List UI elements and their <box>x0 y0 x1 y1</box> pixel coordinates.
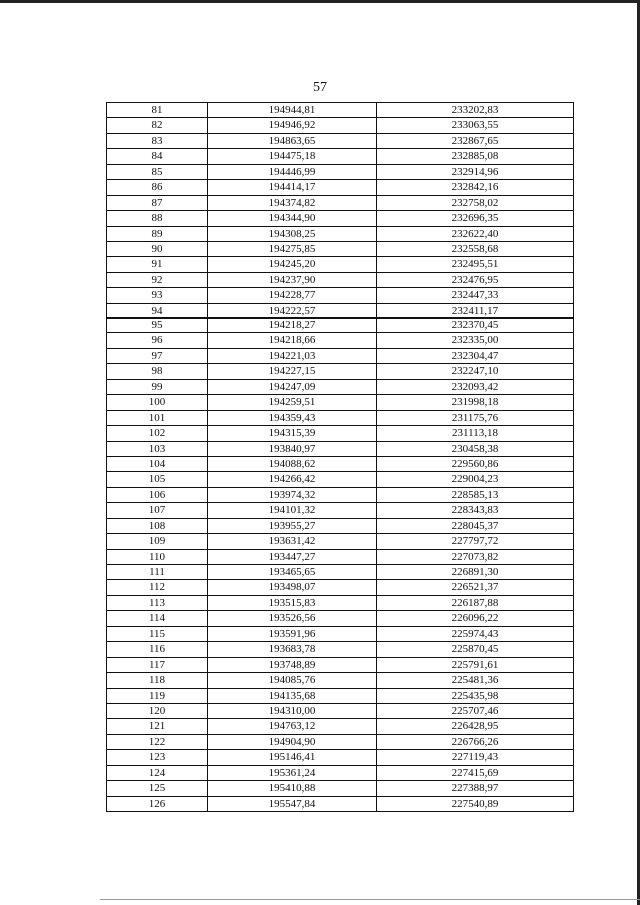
x-coordinate-cell: 194310,00 <box>208 704 377 718</box>
point-number-cell: 93 <box>107 288 208 302</box>
x-coordinate-cell: 193974,32 <box>208 488 377 502</box>
y-coordinate-cell: 231113,18 <box>452 427 498 440</box>
x-coordinate-cell: 195146,41 <box>208 750 377 764</box>
x-coordinate-cell: 194414,17 <box>208 180 377 194</box>
x-coordinate-cell: 194218,66 <box>208 333 377 347</box>
point-number-cell: 88 <box>107 211 208 225</box>
point-number-cell: 101 <box>107 411 208 425</box>
y-coordinate-cell: 232335,00 <box>451 334 499 347</box>
table-row <box>107 766 573 781</box>
table-row <box>107 658 573 673</box>
table-row <box>107 364 573 379</box>
x-coordinate-cell: 195361,24 <box>208 766 377 780</box>
y-coordinate-cell: 227797,72 <box>451 535 499 548</box>
y-coordinate-cell: 225481,36 <box>451 674 499 687</box>
y-coordinate-cell: 232867,65 <box>451 134 499 147</box>
point-number-cell: 126 <box>107 797 208 811</box>
scan-border-top <box>0 0 640 3</box>
table-row <box>107 426 573 441</box>
x-coordinate-cell: 194315,39 <box>208 426 377 440</box>
point-number-cell: 83 <box>107 134 208 148</box>
table-row <box>107 642 573 657</box>
point-number-cell: 115 <box>107 627 208 641</box>
page-number: 57 <box>313 80 327 95</box>
x-coordinate-cell: 194944,81 <box>208 103 377 117</box>
table-row <box>107 797 573 811</box>
table-row <box>107 596 573 611</box>
point-number-cell: 124 <box>107 766 208 780</box>
y-coordinate-cell: 228343,83 <box>451 504 499 517</box>
y-coordinate-cell: 232247,10 <box>451 365 499 378</box>
point-number-cell: 82 <box>107 118 208 132</box>
point-number-cell: 121 <box>107 719 208 733</box>
point-number-cell: 87 <box>107 196 208 210</box>
x-coordinate-cell: 194228,77 <box>208 288 377 302</box>
point-number-cell: 120 <box>107 704 208 718</box>
y-coordinate-cell: 226187,88 <box>451 596 499 609</box>
table-row <box>107 719 573 734</box>
x-coordinate-cell: 194135,68 <box>208 689 377 703</box>
y-coordinate-cell: 232885,08 <box>451 150 499 163</box>
table-row <box>107 565 573 580</box>
x-coordinate-cell: 194275,85 <box>208 242 377 256</box>
y-coordinate-cell: 231175,76 <box>451 411 499 424</box>
table-row <box>107 534 573 549</box>
table-row <box>107 550 573 565</box>
y-coordinate-cell: 232370,45 <box>451 319 499 331</box>
y-coordinate-cell: 231998,18 <box>451 396 499 409</box>
y-coordinate-cell: 229004,23 <box>451 473 499 486</box>
point-number-cell: 100 <box>107 395 208 409</box>
x-coordinate-cell: 194308,25 <box>208 227 377 241</box>
point-number-cell: 113 <box>107 596 208 610</box>
point-number-cell: 109 <box>107 534 208 548</box>
table-row <box>107 472 573 487</box>
point-number-cell: 111 <box>107 565 208 579</box>
table-row <box>107 580 573 595</box>
x-coordinate-cell: 193447,27 <box>208 550 377 564</box>
point-number-cell: 108 <box>107 519 208 533</box>
table-row <box>107 118 573 133</box>
point-number-cell: 81 <box>107 103 208 117</box>
point-number-cell: 118 <box>107 673 208 687</box>
point-number-cell: 103 <box>107 442 208 456</box>
x-coordinate-cell: 193591,96 <box>208 627 377 641</box>
y-coordinate-cell: 225707,46 <box>451 704 499 717</box>
point-number-cell: 85 <box>107 165 208 179</box>
table-row <box>107 395 573 410</box>
table-row <box>107 149 573 164</box>
table-row <box>107 519 573 534</box>
point-number-cell: 110 <box>107 550 208 564</box>
table-row <box>107 196 573 211</box>
y-coordinate-cell: 228585,13 <box>451 488 499 501</box>
table-row <box>107 257 573 272</box>
x-coordinate-cell: 195547,84 <box>208 797 377 811</box>
y-coordinate-cell: 232696,35 <box>451 212 499 225</box>
point-number-cell: 119 <box>107 689 208 703</box>
x-coordinate-cell: 193526,56 <box>208 611 377 625</box>
y-coordinate-cell: 232914,96 <box>451 165 499 178</box>
point-number-cell: 89 <box>107 227 208 241</box>
x-coordinate-cell: 194101,32 <box>208 503 377 517</box>
table-row <box>107 318 573 333</box>
x-coordinate-cell: 194475,18 <box>208 149 377 163</box>
y-coordinate-cell: 233063,55 <box>451 119 499 132</box>
y-coordinate-cell: 226096,22 <box>451 612 499 625</box>
y-coordinate-cell: 228045,37 <box>451 519 499 532</box>
y-coordinate-cell: 232622,40 <box>451 227 499 240</box>
x-coordinate-cell: 194863,65 <box>208 134 377 148</box>
point-number-cell: 125 <box>107 781 208 795</box>
y-coordinate-cell: 232758,02 <box>451 196 499 209</box>
coordinates-table-part-2 <box>106 317 574 812</box>
point-number-cell: 86 <box>107 180 208 194</box>
x-coordinate-cell: 194359,43 <box>208 411 377 425</box>
point-number-cell: 91 <box>107 257 208 271</box>
point-number-cell: 105 <box>107 472 208 486</box>
y-coordinate-cell: 226521,37 <box>451 581 499 594</box>
table-row <box>107 503 573 518</box>
point-number-cell: 104 <box>107 457 208 471</box>
x-coordinate-cell: 194946,92 <box>208 118 377 132</box>
table-row <box>107 180 573 195</box>
table-row <box>107 211 573 226</box>
point-number-cell: 117 <box>107 658 208 672</box>
x-coordinate-cell: 194227,15 <box>208 364 377 378</box>
x-coordinate-cell: 194763,12 <box>208 719 377 733</box>
x-coordinate-cell: 193465,65 <box>208 565 377 579</box>
x-coordinate-cell: 193498,07 <box>208 580 377 594</box>
x-coordinate-cell: 194374,82 <box>208 196 377 210</box>
point-number-cell: 95 <box>107 318 208 332</box>
point-number-cell: 90 <box>107 242 208 256</box>
point-number-cell: 84 <box>107 149 208 163</box>
y-coordinate-cell: 225870,45 <box>451 643 499 656</box>
y-coordinate-cell: 227415,69 <box>451 766 499 779</box>
table-row <box>107 704 573 719</box>
y-coordinate-cell: 232093,42 <box>451 380 499 393</box>
x-coordinate-cell: 194088,62 <box>208 457 377 471</box>
table-row <box>107 103 573 118</box>
table-row <box>107 781 573 796</box>
y-coordinate-cell: 227073,82 <box>451 550 499 563</box>
x-coordinate-cell: 194247,09 <box>208 380 377 394</box>
table-row <box>107 689 573 704</box>
x-coordinate-cell: 194222,57 <box>208 304 377 318</box>
y-coordinate-cell: 225974,43 <box>451 627 499 640</box>
y-coordinate-cell: 227119,43 <box>451 751 499 764</box>
point-number-cell: 106 <box>107 488 208 502</box>
point-number-cell: 99 <box>107 380 208 394</box>
x-coordinate-cell: 194266,42 <box>208 472 377 486</box>
table-row <box>107 735 573 750</box>
y-coordinate-cell: 232558,68 <box>451 242 499 255</box>
x-coordinate-cell: 194221,03 <box>208 349 377 363</box>
y-coordinate-cell: 225791,61 <box>451 658 499 671</box>
point-number-cell: 122 <box>107 735 208 749</box>
table-row <box>107 442 573 457</box>
point-number-cell: 96 <box>107 333 208 347</box>
y-coordinate-cell: 232447,33 <box>451 289 499 302</box>
x-coordinate-cell: 193683,78 <box>208 642 377 656</box>
x-coordinate-cell: 194446,99 <box>208 165 377 179</box>
y-coordinate-cell: 226891,30 <box>451 566 499 578</box>
point-number-cell: 114 <box>107 611 208 625</box>
y-coordinate-cell: 226766,26 <box>451 735 499 748</box>
x-coordinate-cell: 194904,90 <box>208 735 377 749</box>
y-coordinate-cell: 232304,47 <box>451 349 499 362</box>
x-coordinate-cell: 194344,90 <box>208 211 377 225</box>
x-coordinate-cell: 193631,42 <box>208 534 377 548</box>
x-coordinate-cell: 194085,76 <box>208 673 377 687</box>
table-row <box>107 273 573 288</box>
table-row <box>107 750 573 765</box>
table-row <box>107 333 573 348</box>
table-row <box>107 227 573 242</box>
point-number-cell: 112 <box>107 580 208 594</box>
x-coordinate-cell: 193840,97 <box>208 442 377 456</box>
table-row <box>107 673 573 688</box>
y-coordinate-cell: 229560,86 <box>451 457 499 470</box>
point-number-cell: 92 <box>107 273 208 287</box>
table-row <box>107 457 573 472</box>
coordinates-table-part-1 <box>106 102 574 319</box>
y-coordinate-cell: 232495,51 <box>451 258 499 271</box>
table-row <box>107 134 573 149</box>
x-coordinate-cell: 193955,27 <box>208 519 377 533</box>
x-coordinate-cell: 194237,90 <box>208 273 377 287</box>
x-coordinate-cell: 193748,89 <box>208 658 377 672</box>
x-coordinate-cell: 194259,51 <box>208 395 377 409</box>
table-row <box>107 242 573 257</box>
table-row <box>107 411 573 426</box>
point-number-cell: 123 <box>107 750 208 764</box>
point-number-cell: 102 <box>107 426 208 440</box>
y-coordinate-cell: 226428,95 <box>451 720 499 733</box>
point-number-cell: 94 <box>107 304 208 318</box>
scan-border-bottom <box>100 899 640 900</box>
x-coordinate-cell: 194218,27 <box>208 318 377 332</box>
point-number-cell: 116 <box>107 642 208 656</box>
table-row <box>107 165 573 180</box>
table-row <box>107 627 573 642</box>
y-coordinate-cell: 232476,95 <box>451 273 499 286</box>
y-coordinate-cell: 225435,98 <box>451 689 499 702</box>
y-coordinate-cell: 227540,89 <box>451 797 499 810</box>
x-coordinate-cell: 193515,83 <box>208 596 377 610</box>
y-coordinate-cell: 230458,38 <box>451 442 499 455</box>
point-number-cell: 98 <box>107 364 208 378</box>
point-number-cell: 97 <box>107 349 208 363</box>
table-row <box>107 349 573 364</box>
table-row <box>107 304 573 318</box>
table-row <box>107 611 573 626</box>
table-row <box>107 488 573 503</box>
y-coordinate-cell: 232411,17 <box>451 304 499 317</box>
y-coordinate-cell: 227388,97 <box>451 782 499 795</box>
y-coordinate-cell: 232842,16 <box>451 181 499 194</box>
table-row <box>107 380 573 395</box>
y-coordinate-cell: 233202,83 <box>451 104 499 116</box>
point-number-cell: 107 <box>107 503 208 517</box>
x-coordinate-cell: 194245,20 <box>208 257 377 271</box>
x-coordinate-cell: 195410,88 <box>208 781 377 795</box>
table-row <box>107 288 573 303</box>
